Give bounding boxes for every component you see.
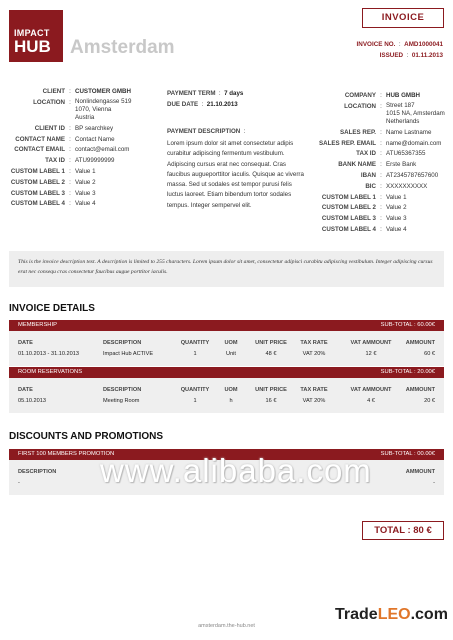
separator: : <box>69 146 71 154</box>
table-cell: VAT 20% <box>302 398 326 404</box>
table-cell: 4 € <box>367 398 375 404</box>
client-value <box>75 189 96 200</box>
column-header: DESCRIPTION <box>103 387 142 393</box>
company-value-line: HUB GMBH <box>386 92 421 99</box>
group-table <box>9 378 444 413</box>
company-value-line: name@domain.com <box>386 139 442 147</box>
watermark: www.alibaba.com <box>100 452 372 489</box>
client-info <box>9 87 131 210</box>
city-name: Amsterdam <box>70 37 175 58</box>
column-header: QUANTITY <box>180 340 210 346</box>
due-date: DUE DATE : 21.10.2013 <box>167 101 238 108</box>
group-table <box>9 331 444 366</box>
client-label: CONTACT NAME <box>15 135 65 143</box>
company-row <box>296 214 445 225</box>
group-subtotal: SUB-TOTAL : 20.00€ <box>380 369 435 375</box>
company-value-line: Netherlands <box>386 117 420 125</box>
client-row <box>9 178 131 189</box>
client-row <box>9 98 131 122</box>
discount-description-value: - <box>18 480 20 486</box>
client-label: CUSTOM LABEL 4 <box>10 200 65 208</box>
table-cell: Impact Hub ACTIVE <box>103 351 154 357</box>
client-value <box>75 156 114 167</box>
client-value-line: Value 2 <box>75 178 96 186</box>
company-row <box>296 102 445 126</box>
separator: : <box>380 139 382 147</box>
company-row <box>296 149 445 160</box>
group-header <box>9 320 444 331</box>
payment-term: PAYMENT TERM : 7 days <box>167 90 244 97</box>
column-header: AMMOUNT <box>405 340 435 346</box>
company-row <box>296 128 445 139</box>
company-label: CUSTOM LABEL 3 <box>321 215 376 223</box>
discounts-heading: DISCOUNTS AND PROMOTIONS <box>9 431 164 442</box>
separator: : <box>380 171 382 179</box>
column-header: UNIT PRICE <box>255 340 287 346</box>
table-cell: 16 € <box>265 398 277 404</box>
table-cell: Meeting Room <box>103 398 140 404</box>
separator: : <box>380 225 382 233</box>
table-cell: 05.10.2013 <box>18 398 46 404</box>
company-label: TAX ID <box>356 150 376 158</box>
company-value-line: Value 2 <box>386 204 407 212</box>
client-row <box>9 167 131 178</box>
column-header: QUANTITY <box>180 387 210 393</box>
column-header: AMMOUNT <box>405 387 435 393</box>
column-header: DESCRIPTION <box>103 340 142 346</box>
separator: : <box>380 102 382 110</box>
separator: : <box>69 98 71 106</box>
company-value-line: 1015 NA, Amsterdam <box>386 109 445 117</box>
client-value <box>75 167 96 178</box>
company-value <box>386 149 425 160</box>
logo-line1: IMPACT <box>14 28 50 38</box>
client-value-line: BP searchkey <box>75 124 114 132</box>
client-label: LOCATION <box>33 98 65 106</box>
column-header: VAT AMMOUNT <box>350 387 392 393</box>
table-cell: 1 <box>193 398 197 404</box>
client-row <box>9 189 131 200</box>
table-cell: h <box>229 398 233 404</box>
company-label: BIC <box>365 182 376 190</box>
separator: : <box>69 178 71 186</box>
company-value-line: Name Lastname <box>386 128 432 136</box>
column-header: UOM <box>224 340 238 346</box>
client-label: CUSTOM LABEL 2 <box>10 178 65 186</box>
company-row <box>296 203 445 214</box>
client-value-line: Value 3 <box>75 189 96 197</box>
separator: : <box>69 189 71 197</box>
company-row <box>296 182 445 193</box>
company-value <box>386 225 407 236</box>
invoice-title: INVOICE <box>362 8 444 28</box>
client-value <box>75 87 131 98</box>
company-label: CUSTOM LABEL 1 <box>321 193 376 201</box>
client-value-line: Value 4 <box>75 200 96 208</box>
group-subtotal: SUB-TOTAL : 60.00€ <box>380 322 435 328</box>
tradeleo-badge: TradeLEO.com <box>335 606 448 623</box>
company-logo <box>9 10 63 62</box>
company-label: SALES REP. <box>340 128 376 136</box>
company-value <box>386 91 420 102</box>
company-row <box>296 225 445 236</box>
column-header: TAX RATE <box>300 340 328 346</box>
column-header: DATE <box>18 387 33 393</box>
company-label: SALES REP. EMAIL <box>319 139 376 147</box>
company-value <box>386 128 431 139</box>
company-value <box>386 160 416 171</box>
separator: : <box>69 167 71 175</box>
column-header: UOM <box>224 387 238 393</box>
group-name: MEMBERSHIP <box>18 322 57 328</box>
discount-group-name: FIRST 100 MEMBERS PROMOTION <box>18 451 115 457</box>
company-label: IBAN <box>360 171 376 179</box>
group-name: ROOM RESERVATIONS <box>18 369 83 375</box>
client-value-line: Nonlindengasse 519 <box>75 97 132 105</box>
client-value <box>75 98 131 122</box>
client-label: CLIENT ID <box>34 124 65 132</box>
company-row <box>296 160 445 171</box>
company-value-line: Value 3 <box>386 215 407 223</box>
issued-date: ISSUED : 01.11.2013 <box>379 52 443 59</box>
client-row <box>9 145 131 156</box>
company-info <box>296 91 445 236</box>
company-row <box>296 91 445 102</box>
discount-amount-value: - <box>433 480 435 486</box>
client-value <box>75 145 129 156</box>
separator: : <box>380 161 382 169</box>
company-value <box>386 182 427 193</box>
client-value <box>75 135 115 146</box>
table-cell: 48 € <box>265 351 277 357</box>
separator: : <box>69 135 71 143</box>
company-row <box>296 193 445 204</box>
separator: : <box>380 92 382 99</box>
company-value <box>386 203 407 214</box>
client-value-line: contact@email.com <box>75 146 130 154</box>
separator: : <box>69 88 71 95</box>
company-row <box>296 171 445 182</box>
client-value-line: Contact Name <box>75 135 115 143</box>
company-label: BANK NAME <box>338 161 376 169</box>
client-row <box>9 135 131 146</box>
client-row <box>9 124 131 135</box>
company-label: LOCATION <box>344 102 376 110</box>
invoice-number: INVOICE NO. : AMD1000041 <box>356 41 443 48</box>
payment-description-label: PAYMENT DESCRIPTION : <box>167 128 246 135</box>
table-cell: Unit <box>226 351 236 357</box>
column-header: VAT AMMOUNT <box>350 340 392 346</box>
discount-col-description: DESCRIPTION <box>18 469 57 475</box>
company-label: CUSTOM LABEL 2 <box>321 204 376 212</box>
separator: : <box>69 200 71 208</box>
separator: : <box>380 128 382 136</box>
company-value-line: AT2345787657600 <box>386 171 439 179</box>
company-value-line: Value 4 <box>386 225 407 233</box>
client-label: CLIENT <box>42 88 65 95</box>
client-label: CONTACT EMAIL <box>14 146 65 154</box>
invoice-total: TOTAL : 80 € <box>362 521 444 540</box>
column-header: UNIT PRICE <box>255 387 287 393</box>
client-value <box>75 178 96 189</box>
separator: : <box>380 150 382 158</box>
column-header: DATE <box>18 340 33 346</box>
separator: : <box>380 215 382 223</box>
invoice-description: This is the invoice description text. A description is limited to 255 characters. Lorem ipsum dolor sit amet, consectetur adipisci curabitu adipiscing vestibulum. Integer adipiscing cursus erat nec consequ cras consectetur faucibus augue porttitor iaculis. <box>9 251 444 287</box>
company-value-line: Street 187 <box>386 101 415 109</box>
company-value <box>386 171 438 182</box>
client-value <box>75 199 96 210</box>
footer-url: amsterdam.the-hub.net <box>198 623 255 629</box>
company-value <box>386 193 407 204</box>
client-label: TAX ID <box>45 157 65 165</box>
company-value-line: XXXXXXXXXX <box>386 182 428 190</box>
separator: : <box>380 182 382 190</box>
client-value-line: Austria <box>75 113 95 121</box>
company-value-line: ATU65367355 <box>386 150 426 158</box>
company-label: CUSTOM LABEL 4 <box>321 225 376 233</box>
group-header <box>9 367 444 378</box>
company-label: COMPANY <box>344 92 376 99</box>
separator: : <box>380 193 382 201</box>
separator: : <box>69 157 71 165</box>
discount-col-amount: AMMOUNT <box>405 469 435 475</box>
table-cell: 20 € <box>424 398 435 404</box>
client-value-line: CUSTOMER GMBH <box>75 88 131 95</box>
client-value-line: 1070, Vienna <box>75 105 112 113</box>
table-cell: 12 € <box>365 351 377 357</box>
client-value <box>75 124 113 135</box>
client-label: CUSTOM LABEL 1 <box>10 167 65 175</box>
column-header: TAX RATE <box>300 387 328 393</box>
payment-description: Lorem ipsum dolor sit amet consectetur adipis curabitur adipiscing fermentum vestibulum. Adipiscing cursus erat nec consequat. Cras faucibus augueporttitor iaculis. Quisque ac viverra massa. Sed ut sodales est tempor purusi felis luctus laoreet. Etiam bibendum tortor sodales tempus. Integer sempervel elit. <box>167 140 304 209</box>
company-row <box>296 139 445 150</box>
discount-subtotal: SUB-TOTAL : 00.00€ <box>380 451 435 457</box>
company-value-line: Value 1 <box>386 193 407 201</box>
company-value <box>386 102 445 126</box>
client-value-line: Value 1 <box>75 167 96 175</box>
separator: : <box>69 124 71 132</box>
logo-line2: HUB <box>14 37 51 56</box>
company-value <box>386 139 441 150</box>
client-row <box>9 199 131 210</box>
invoice-details-heading: INVOICE DETAILS <box>9 303 95 314</box>
client-row <box>9 87 131 98</box>
separator: : <box>380 204 382 212</box>
table-cell: VAT 20% <box>302 351 326 357</box>
company-value <box>386 214 407 225</box>
client-label: CUSTOM LABEL 3 <box>10 189 65 197</box>
table-cell: 60 € <box>424 351 435 357</box>
table-cell: 01.10.2013 - 31.10.2013 <box>18 351 79 357</box>
client-row <box>9 156 131 167</box>
client-value-line: ATU99999999 <box>75 157 115 165</box>
table-cell: 1 <box>193 351 197 357</box>
company-value-line: Erste Bank <box>386 161 417 169</box>
